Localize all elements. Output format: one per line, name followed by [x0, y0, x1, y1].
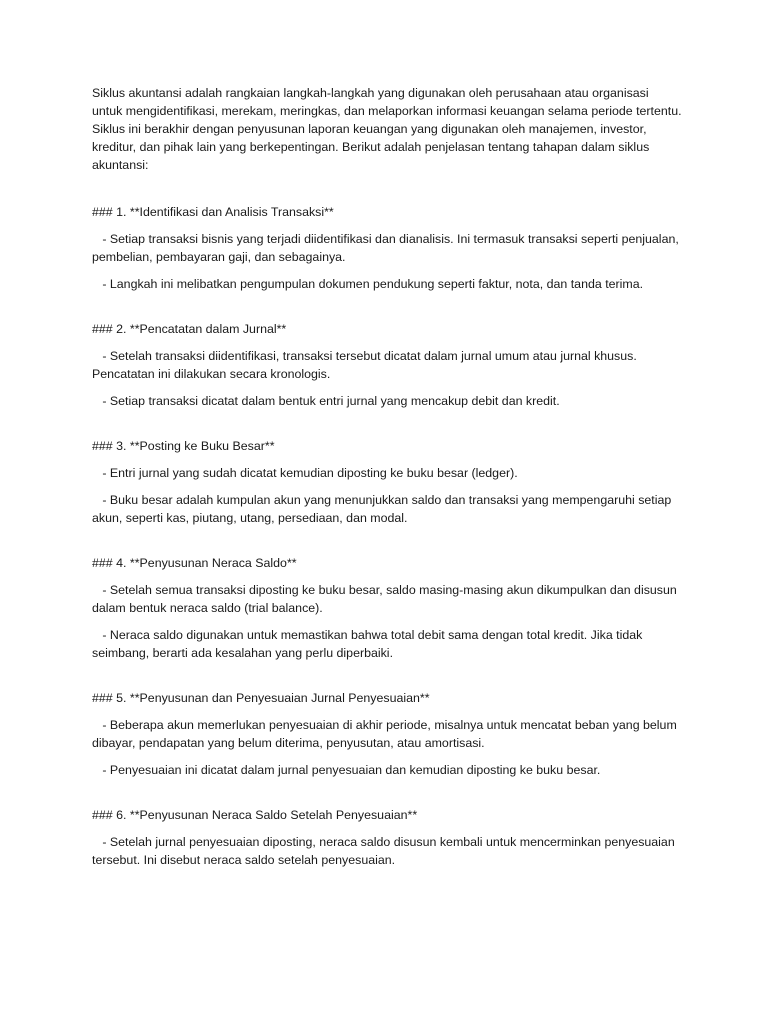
bullet-item: - Neraca saldo digunakan untuk memastikan bahwa total debit sama dengan total kredit. Jika tidak seimbang, berarti ada kesalahan yang perlu diperbaiki.: [92, 628, 646, 660]
section-5: [92, 689, 682, 779]
section-heading: ### 1. **Identifikasi dan Analisis Transaksi**: [92, 205, 334, 219]
section-2: [92, 320, 682, 410]
section-6: [92, 806, 682, 869]
bullet-item: - Setelah semua transaksi diposting ke buku besar, saldo masing-masing akun dikumpulkan dan disusun dalam bentuk neraca saldo (trial balance).: [92, 583, 681, 615]
bullet-item: - Penyesuaian ini dicatat dalam jurnal penyesuaian dan kemudian diposting ke buku besar.: [92, 763, 601, 777]
section-heading: ### 4. **Penyusunan Neraca Saldo**: [92, 556, 297, 570]
bullet-item: - Setiap transaksi dicatat dalam bentuk entri jurnal yang mencakup debit dan kredit.: [92, 394, 560, 408]
section-heading: ### 3. **Posting ke Buku Besar**: [92, 439, 275, 453]
bullet-item: - Setiap transaksi bisnis yang terjadi diidentifikasi dan dianalisis. Ini termasuk transaksi seperti penjualan, pembelian, pembayaran gaji, dan sebagainya.: [92, 232, 683, 264]
section-1: [92, 203, 682, 293]
bullet-item: - Setelah transaksi diidentifikasi, transaksi tersebut dicatat dalam jurnal umum atau jurnal khusus. Pencatatan ini dilakukan secara kronologis.: [92, 349, 641, 381]
bullet-item: - Beberapa akun memerlukan penyesuaian di akhir periode, misalnya untuk mencatat beban yang belum dibayar, pendapatan yang belum diterima, penyusutan, atau amortisasi.: [92, 718, 681, 750]
bullet-item: - Setelah jurnal penyesuaian diposting, neraca saldo disusun kembali untuk mencerminkan penyesuaian tersebut. Ini disebut neraca saldo setelah penyesuaian.: [92, 835, 679, 867]
section-heading: ### 5. **Penyusunan dan Penyesuaian Jurnal Penyesuaian**: [92, 691, 430, 705]
intro-paragraph: Siklus akuntansi adalah rangkaian langkah-langkah yang digunakan oleh perusahaan atau organisasi untuk mengidentifikasi, merekam, meringkas, dan melaporkan informasi keuangan selama periode tertentu. Siklus ini berakhir dengan penyusunan laporan keuangan yang digunakan oleh manajemen, investor, kreditur, dan pihak lain yang berkepentingan. Berikut adalah penjelasan tentang tahapan dalam siklus akuntansi:: [92, 86, 682, 172]
bullet-item: - Langkah ini melibatkan pengumpulan dokumen pendukung seperti faktur, nota, dan tanda terima.: [92, 277, 644, 291]
section-4: [92, 554, 682, 662]
section-3: [92, 437, 682, 527]
bullet-item: - Entri jurnal yang sudah dicatat kemudian diposting ke buku besar (ledger).: [92, 466, 518, 480]
section-heading: ### 2. **Pencatatan dalam Jurnal**: [92, 322, 287, 336]
document-page: [92, 84, 682, 896]
section-heading: ### 6. **Penyusunan Neraca Saldo Setelah Penyesuaian**: [92, 808, 418, 822]
bullet-item: - Buku besar adalah kumpulan akun yang menunjukkan saldo dan transaksi yang mempengaruhi setiap akun, seperti kas, piutang, utang, persediaan, dan modal.: [92, 493, 675, 525]
